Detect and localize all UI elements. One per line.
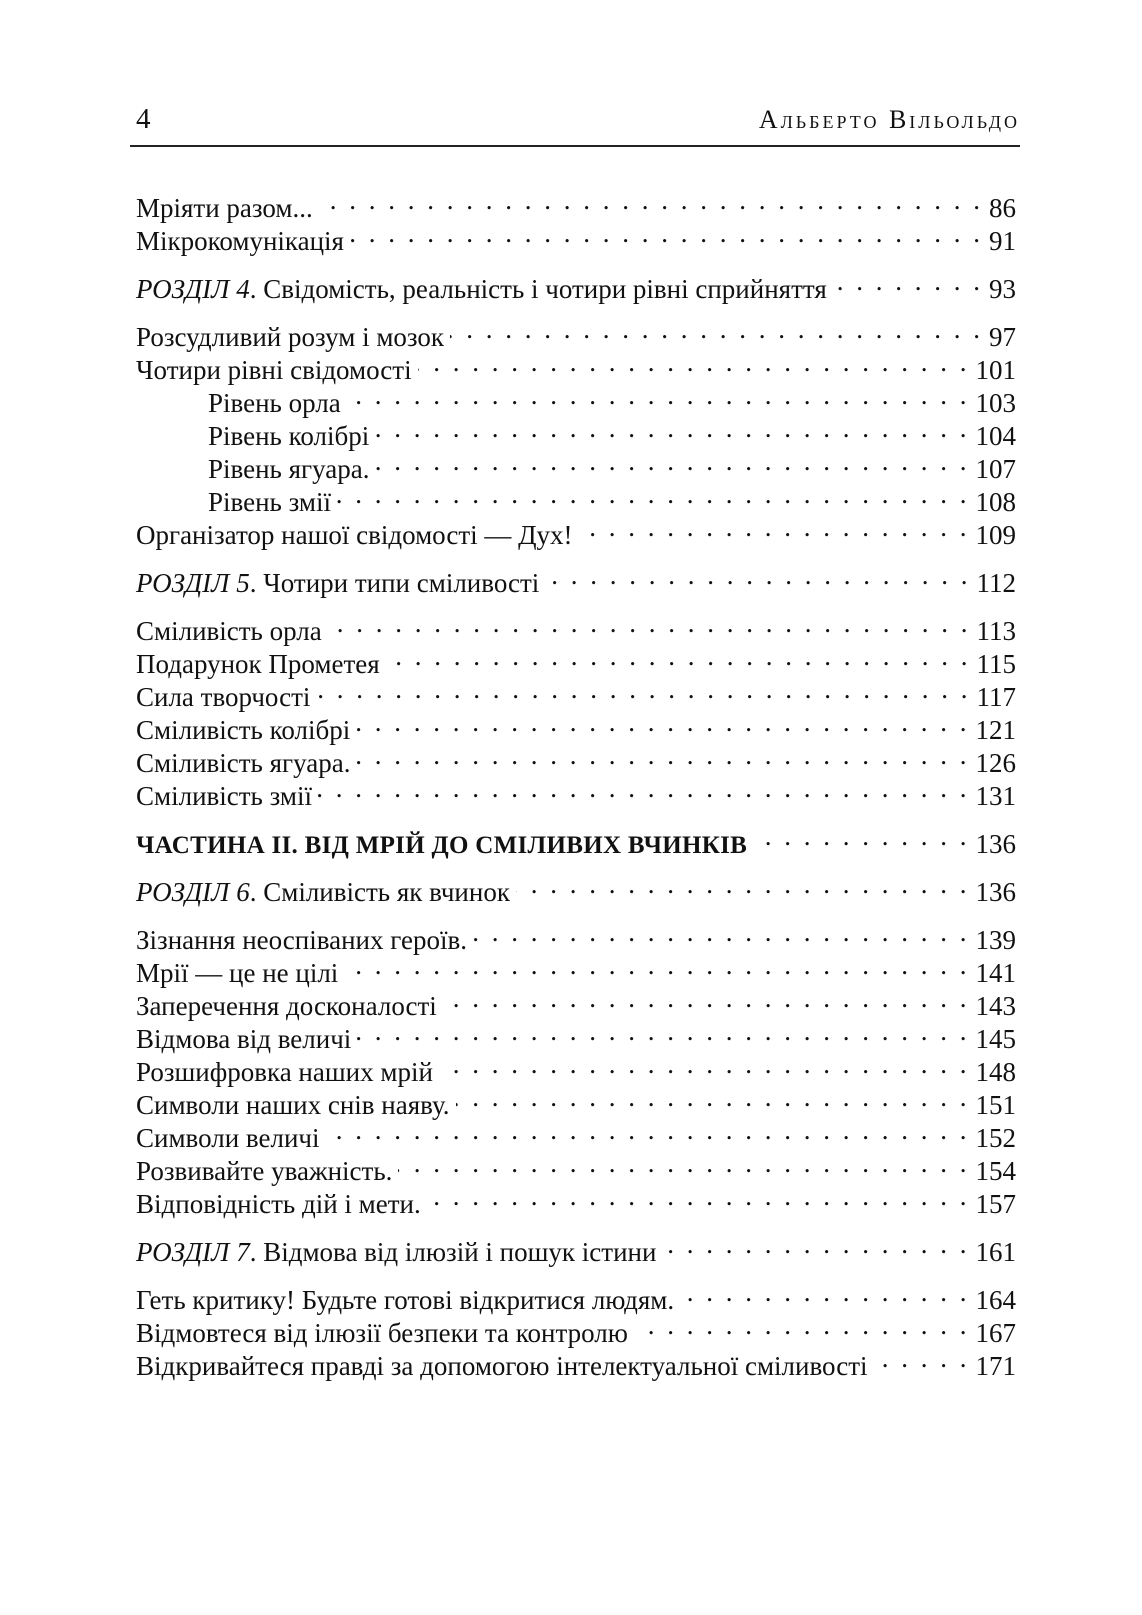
dot-leader	[418, 346, 970, 379]
toc-entry-page: 143	[975, 991, 1016, 1021]
chapter-title: . Відмова від ілюзій і пошук істини	[249, 1237, 657, 1267]
toc-entry-title: Рівень орла	[208, 388, 341, 418]
toc-entry-title: Розвивайте уважність.	[136, 1156, 393, 1186]
dot-leader	[326, 1114, 970, 1147]
toc-entry-page: 93	[989, 274, 1016, 304]
toc-entry-title: Сила творчості	[136, 682, 311, 712]
toc-entry-page: 145	[975, 1024, 1016, 1054]
toc-entry-page: 112	[976, 568, 1016, 598]
dot-leader	[356, 706, 969, 739]
toc-entry-title: Символи величі	[136, 1123, 320, 1153]
dot-leader	[350, 217, 983, 250]
toc-entry-page: 164	[975, 1285, 1016, 1315]
toc-entry-title: ЧАСТИНА II. ВІД МРІЙ ДО СМІЛИВИХ ВЧИНКІВ	[136, 832, 748, 859]
toc-chapter-entry	[136, 1228, 1016, 1267]
toc-entry	[136, 184, 1016, 223]
toc-entry-page: 171	[975, 1351, 1016, 1381]
toc-part-entry	[136, 820, 1016, 859]
toc-entry-title: Відмова від величі	[136, 1024, 352, 1054]
dot-leader	[318, 772, 970, 805]
toc-entry-title: Мікрокомунікація	[136, 226, 344, 256]
dot-leader	[634, 1309, 970, 1342]
toc-entry-title: Сміливість орла	[136, 616, 322, 646]
dot-leader	[316, 673, 970, 706]
toc-chapter-entry	[136, 265, 1016, 304]
toc-entry-title: Відповідність дій і мети.	[136, 1189, 421, 1219]
dot-leader	[319, 184, 983, 217]
chapter-number: РОЗДІЛ 7	[136, 1237, 250, 1267]
toc-entry-page: 141	[975, 958, 1016, 988]
toc-entry-title: Відмовтеся від ілюзії безпеки та контролю	[136, 1318, 628, 1348]
dot-leader	[456, 1081, 970, 1114]
toc-entry-title: Чотири рівні свідомості	[136, 355, 412, 385]
dot-leader	[680, 1276, 969, 1309]
dot-leader	[579, 511, 970, 544]
dot-leader	[753, 820, 969, 853]
toc-entry-page: 108	[975, 487, 1016, 517]
toc-entry-title: Зізнання неоспіваних героїв.	[136, 925, 467, 955]
chapter-title: . Сміливість як вчинок	[249, 877, 510, 907]
toc-entry-title: Рівень змії	[208, 487, 331, 517]
toc-entry-page: 131	[975, 781, 1016, 811]
running-title: Альберто Вільольдо	[758, 105, 1020, 134]
dot-leader	[516, 868, 970, 901]
toc-entry	[136, 313, 1016, 352]
toc-entry-title: Розшифровка наших мрій	[136, 1057, 433, 1087]
toc-entry	[136, 607, 1016, 646]
dot-leader	[337, 478, 970, 511]
dot-leader	[427, 1180, 970, 1213]
dot-leader	[357, 1015, 969, 1048]
toc-entry-page: 167	[975, 1318, 1016, 1348]
toc-entry-page: 136	[975, 829, 1016, 859]
toc-entry-page: 91	[989, 226, 1016, 256]
chapter-title: . Чотири типи сміливості	[249, 568, 540, 598]
toc-entry-page: 101	[975, 355, 1016, 385]
toc-entry-page: 104	[975, 421, 1016, 451]
toc-entry-page: 148	[975, 1057, 1016, 1087]
toc-entry-title: Розсудливий розум і мозок	[136, 322, 445, 352]
toc-entry-title: Мріяти разом...	[136, 193, 313, 223]
toc-entry-page: 109	[975, 520, 1016, 550]
toc-entry-title: Заперечення досконалості	[136, 991, 437, 1021]
toc-entry-title	[136, 876, 510, 909]
dot-leader	[874, 1342, 970, 1375]
toc-entry-page: 139	[975, 925, 1016, 955]
dot-leader	[347, 379, 970, 412]
dot-leader	[443, 982, 970, 1015]
dot-leader	[439, 1048, 970, 1081]
toc-entry-page: 115	[976, 649, 1016, 679]
toc-entry-page: 152	[975, 1123, 1016, 1153]
toc-entry-page: 103	[975, 388, 1016, 418]
toc-entry-page: 97	[989, 322, 1016, 352]
toc-entry-title: Відкривайтеся правді за допомогою інтелектуальної сміливості	[136, 1351, 868, 1381]
header-rule	[130, 145, 1020, 147]
toc-entry-title	[136, 273, 827, 306]
chapter-number: РОЗДІЛ 6	[136, 877, 250, 907]
toc-entry-title: Рівень колібрі	[208, 421, 370, 451]
toc-entry-page: 151	[975, 1090, 1016, 1120]
dot-leader	[356, 739, 969, 772]
toc-entry-title: Мрії — це не цілі	[136, 958, 339, 988]
dot-leader	[545, 559, 970, 592]
toc-entry-title: Сміливість змії	[136, 781, 312, 811]
toc-entry-page: 117	[976, 682, 1016, 712]
dot-leader	[833, 265, 983, 298]
toc-entry-title: Рівень ягуара.	[208, 454, 370, 484]
toc-entry-page: 154	[975, 1156, 1016, 1186]
dot-leader	[375, 412, 969, 445]
toc-entry-title: Організатор нашої свідомості — Дух!	[136, 520, 573, 550]
toc-entry-title	[136, 1236, 656, 1269]
dot-leader	[386, 640, 971, 673]
toc-entry-title: Сміливість колібрі	[136, 715, 351, 745]
table-of-contents	[136, 184, 1016, 1381]
dot-leader	[662, 1228, 969, 1261]
toc-entry-page: 126	[975, 748, 1016, 778]
toc-entry-page: 157	[975, 1189, 1016, 1219]
toc-entry	[136, 916, 1016, 955]
toc-entry-title: Геть критику! Будьте готові відкритися людям.	[136, 1285, 675, 1315]
toc-entry-title	[136, 567, 539, 600]
toc-entry-page: 121	[975, 715, 1016, 745]
dot-leader	[398, 1147, 969, 1180]
toc-entry-page: 161	[975, 1237, 1016, 1267]
toc-chapter-entry	[136, 868, 1016, 907]
toc-entry-page: 113	[976, 616, 1016, 646]
toc-entry-title: Символи наших снів наяву.	[136, 1090, 450, 1120]
toc-entry-title: Сміливість ягуара.	[136, 748, 351, 778]
dot-leader	[473, 916, 970, 949]
chapter-number: РОЗДІЛ 5	[136, 568, 250, 598]
toc-chapter-entry	[136, 559, 1016, 598]
running-header	[130, 98, 1020, 144]
dot-leader	[344, 949, 969, 982]
toc-entry	[136, 1276, 1016, 1315]
page-number: 4	[136, 103, 151, 135]
toc-entry-page: 136	[975, 877, 1016, 907]
toc-entry-page: 86	[989, 193, 1016, 223]
toc-entry-title: Подарунок Прометея	[136, 649, 380, 679]
dot-leader	[450, 313, 983, 346]
toc-entry-page: 107	[975, 454, 1016, 484]
chapter-number: РОЗДІЛ 4	[136, 274, 250, 304]
dot-leader	[375, 445, 969, 478]
chapter-title: . Свідомість, реальність і чотири рівні сприйняття	[249, 274, 827, 304]
dot-leader	[328, 607, 971, 640]
